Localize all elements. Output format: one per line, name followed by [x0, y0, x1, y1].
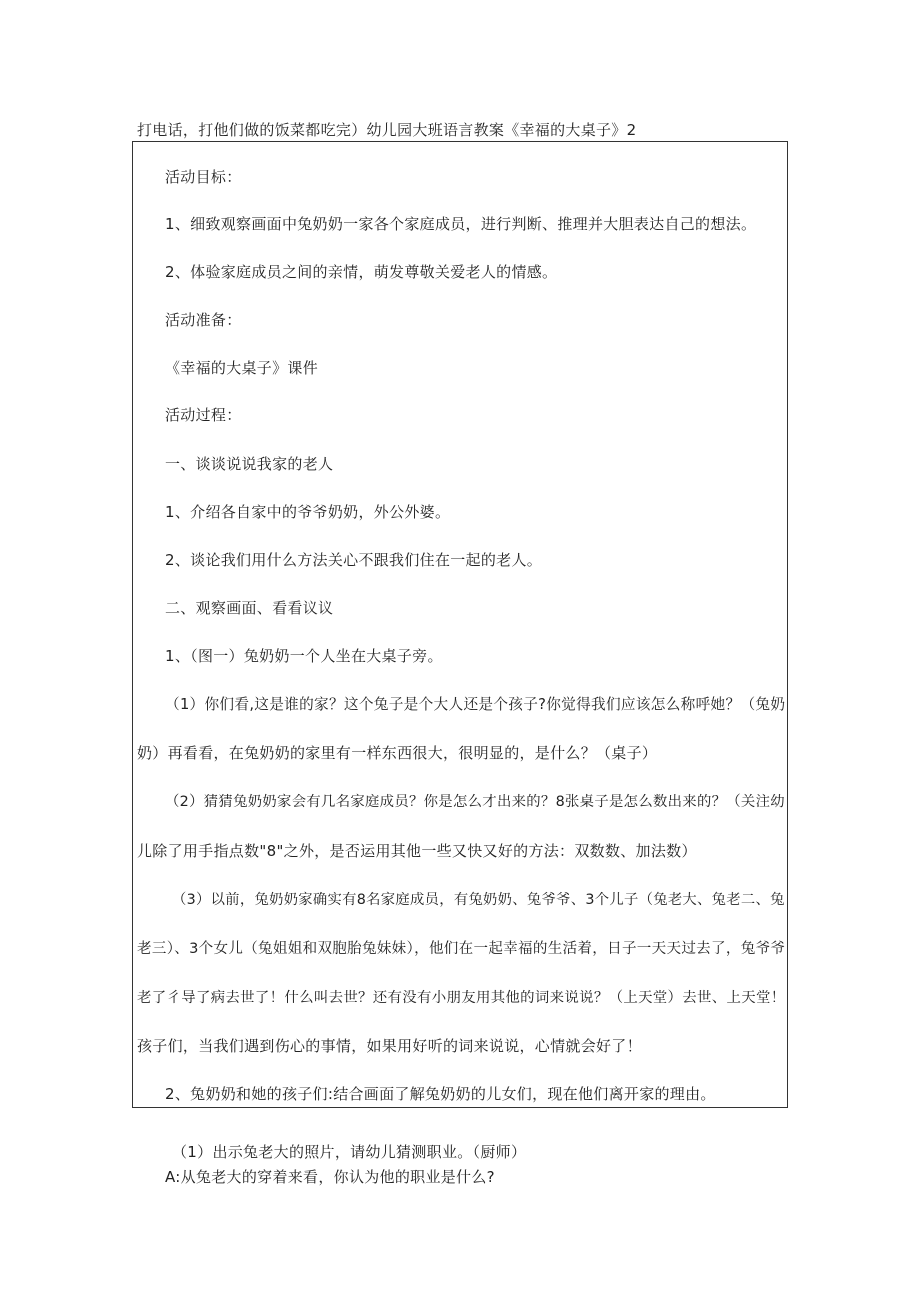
box-line: 一、谈谈说说我家的老人	[165, 455, 334, 473]
box-line: 2、体验家庭成员之间的亲情，萌发尊敬关爱老人的情感。	[165, 263, 558, 281]
box-line: 奶）再看看，在兔奶奶的家里有一样东西很大，很明显的，是什么？（桌子）	[137, 744, 658, 762]
box-line: 1、（图一）兔奶奶一个人坐在大桌子旁。	[165, 647, 443, 665]
box-line: 《幸福的大桌子》课件	[165, 359, 319, 377]
page-header-title: 打电话，打他们做的饭菜都吃完）幼儿园大班语言教案《幸福的大桌子》2	[137, 121, 637, 139]
box-line: 二、观察画面、看看议议	[165, 599, 334, 617]
box-line: 活动过程：	[165, 406, 242, 424]
box-line: 儿除了用手指点数"8"之外，是否运用其他一些又快又好的方法：双数数、加法数）	[137, 842, 697, 860]
after-line: （1）出示兔老大的照片，请幼儿猜测职业。（厨师）	[172, 1143, 527, 1161]
box-line: 2、兔奶奶和她的孩子们:结合画面了解兔奶奶的儿女们，现在他们离开家的理由。	[165, 1085, 716, 1103]
box-line: （2）猜猜兔奶奶家会有几名家庭成员？你是怎么才出来的？8张桌子是怎么数出来的？（关注幼	[165, 794, 785, 810]
box-line: 活动准备：	[165, 311, 242, 329]
box-line: 2、谈论我们用什么方法关心不跟我们住在一起的老人。	[165, 551, 543, 569]
box-line: （1）你们看,这是谁的家？这个兔子是个大人还是个孩子?你觉得我们应该怎么称呼她？（兔奶	[165, 696, 786, 713]
box-line: （3）以前，兔奶奶家确实有8名家庭成员，有兔奶奶、兔爷爷、3个儿子（兔老大、兔老二、兔	[172, 892, 785, 908]
lesson-plan-table	[132, 141, 788, 1108]
box-line: 孩子们，当我们遇到伤心的事情，如果用好听的词来说说，心情就会好了！	[137, 1037, 642, 1055]
box-line: 老了彳导了病去世了！什么叫去世？还有没有小朋友用其他的词来说说？（上天堂）去世、上天堂！	[137, 990, 786, 1006]
box-line: 活动目标：	[165, 168, 242, 186]
box-line: 1、介绍各自家中的爷爷奶奶，外公外婆。	[165, 503, 451, 521]
after-line: A:从兔老大的穿着来看，你认为他的职业是什么?	[165, 1168, 495, 1186]
box-line: 1、细致观察画面中兔奶奶一家各个家庭成员，进行判断、推理并大胆表达自己的想法。	[165, 215, 757, 233]
box-line: 老三）、3个女儿（兔姐姐和双胞胎兔妹妹），他们在一起幸福的生活着，日子一天天过去了，兔爷爷	[137, 940, 786, 957]
